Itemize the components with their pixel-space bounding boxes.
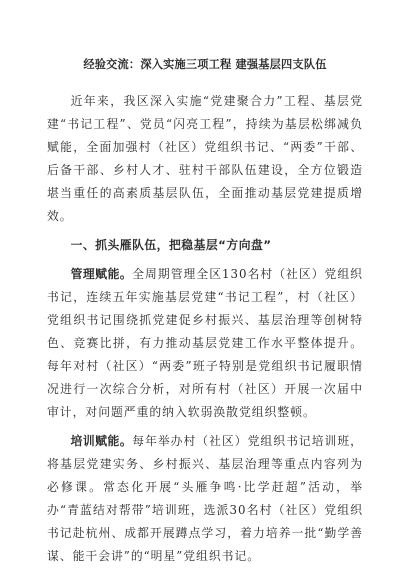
training-lead: 培训赋能。 <box>70 434 133 448</box>
training-paragraph <box>47 430 363 568</box>
intro-paragraph: 近年来，我区深入实施“党建聚合力”工程、基层党建“书记工程”、党员“闪亮工程”，持续为基层松绑减负赋能，全面加强村（社区）党组织书记、“两委”干部、后备干部、乡村人才、驻村干部队伍建设，全方位锻造堪当重任的高素质基层队伍，全面推动基层党建提质增效。 <box>47 94 363 223</box>
management-text: 全周期管理全区130名村（社区）党组织书记，连续五年实施基层党建“书记工程”，村（社区）党组织书记围绕抓党建促乡村振兴、基层治理等创树特色、竞赛比拼，有力推动基层党建工作水平整体提升。每年对村（社区）“两委”班子特别是党组织书记履职情况进行一次综合分析，对所有村（社区）开展一次届中审计，对问题严重的纳入软弱涣散党组织整顿。 <box>47 267 363 419</box>
training-text: 每年举办村（社区）党组织书记培训班，将基层党建实务、乡村振兴、基层治理等重点内容列为必修课。常态化开展“头雁争鸣·比学赶超”活动，举办“青蓝结对帮带”培训班，选派30名村（社区）党组织书记赴杭州、成都开展蹲点学习，着力培养一批“勤学善谋、能干会讲”的“明星”党组织书记。 <box>47 434 363 563</box>
document-title: 经验交流：深入实施三项工程 建强基层四支队伍 <box>83 58 327 71</box>
section-1-heading: 一、抓头雁队伍，把稳基层“方向盘” <box>70 238 272 252</box>
management-paragraph <box>47 263 363 424</box>
management-lead: 管理赋能。 <box>70 267 133 281</box>
